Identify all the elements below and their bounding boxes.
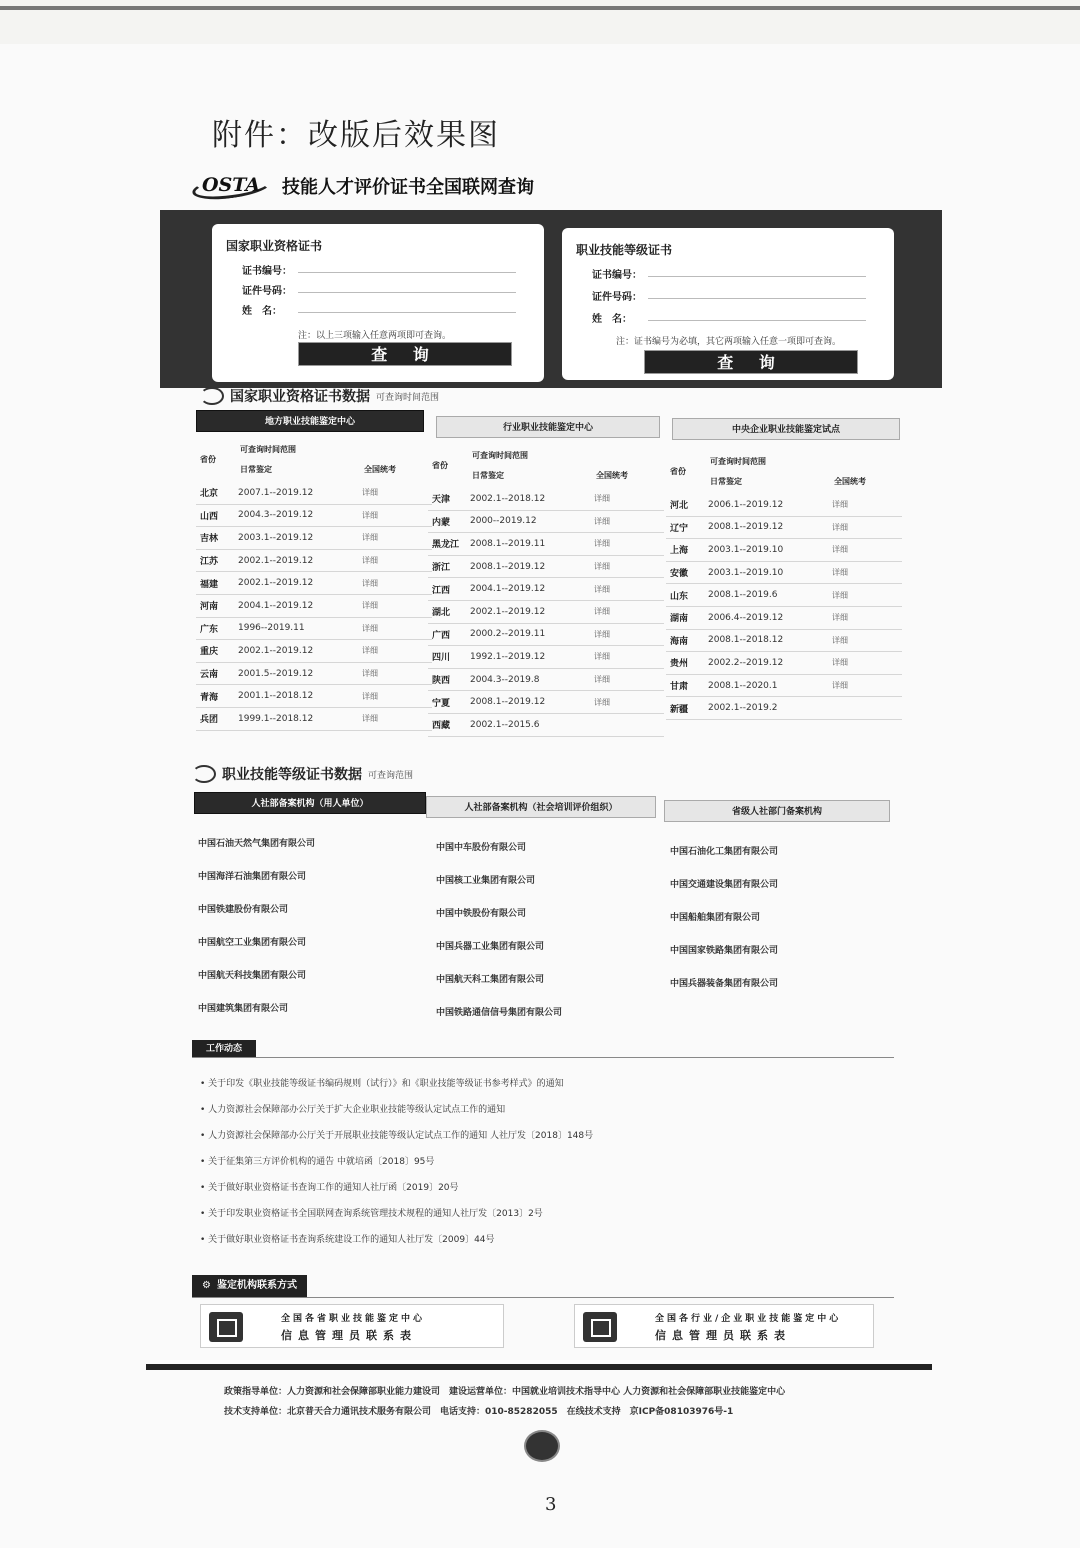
date-range: 2002.1--2018.12 — [470, 493, 546, 504]
province-name: 湖北 — [432, 608, 451, 619]
province-name: 湖南 — [670, 614, 689, 625]
province-name: 广东 — [200, 624, 219, 635]
skill-cert-number-label: 证书编号： — [592, 270, 642, 281]
list-item[interactable]: 中国航天科工集团有限公司 — [436, 975, 545, 985]
contact-label — [192, 1275, 307, 1297]
province-name: 山西 — [200, 511, 219, 522]
national-data-title: 国家职业资格证书数据 — [230, 389, 370, 405]
detail-link[interactable]: 详细 — [832, 568, 848, 578]
table-row — [666, 675, 902, 698]
table-row — [666, 517, 902, 540]
table-row — [428, 646, 664, 669]
date-range: 2007.1--2019.12 — [238, 487, 314, 498]
province-name: 甘肃 — [670, 682, 689, 693]
province-rows — [666, 494, 902, 720]
detail-link[interactable]: 详细 — [362, 623, 378, 633]
date-range: 2008.1--2019.12 — [470, 697, 546, 708]
date-range: 2000--2019.12 — [470, 516, 537, 527]
date-range: 2002.1--2019.2 — [708, 703, 778, 714]
table-row — [428, 578, 664, 601]
province-name: 河北 — [670, 501, 689, 512]
work-news-divider — [192, 1057, 894, 1058]
table-row — [428, 533, 664, 556]
contact-gear-icon: ⚙ — [202, 1280, 211, 1291]
date-range: 2004.1--2019.12 — [238, 600, 314, 611]
contact-book-icon — [209, 1312, 243, 1342]
list-item[interactable]: 中国中车股份有限公司 — [436, 843, 527, 853]
table-row — [196, 505, 432, 528]
province-table-col-2 — [428, 448, 664, 737]
province-table-header: 省份 可查询时间范围 日常鉴定 全国统考 — [670, 457, 866, 486]
attachment-title: 附件：改版后效果图 — [212, 118, 500, 153]
list-item[interactable]: 中国核工业集团有限公司 — [436, 876, 536, 886]
osta-logo-icon — [192, 172, 274, 200]
section-swoosh-icon — [200, 387, 224, 405]
table-row — [428, 691, 664, 714]
industry-contact-line1: 全国各行业/企业职业技能鉴定中心 — [655, 1314, 842, 1324]
province-name: 北京 — [200, 489, 219, 500]
detail-link[interactable]: 详细 — [594, 629, 610, 639]
detail-link[interactable]: 详细 — [594, 494, 610, 504]
national-query-button[interactable]: 查 询 — [298, 342, 512, 366]
org-list-col-2 — [436, 840, 674, 1038]
detail-link[interactable]: 详细 — [362, 691, 378, 701]
detail-link[interactable]: 详细 — [594, 539, 610, 549]
province-contact-link[interactable] — [200, 1304, 504, 1348]
news-item[interactable] — [200, 1102, 900, 1128]
detail-link[interactable]: 详细 — [362, 510, 378, 520]
skill-data-subtitle: 可查询范围 — [368, 770, 414, 781]
detail-link[interactable]: 详细 — [832, 635, 848, 645]
table-row — [196, 618, 432, 641]
province-name: 四川 — [432, 653, 451, 664]
province-name: 重庆 — [200, 647, 219, 658]
detail-link[interactable]: 详细 — [832, 590, 848, 600]
org-list-col-1 — [198, 836, 436, 1034]
detail-link[interactable]: 详细 — [362, 578, 378, 588]
province-name: 山东 — [670, 591, 689, 602]
detail-link[interactable]: 详细 — [594, 607, 610, 617]
table-row — [428, 601, 664, 624]
detail-link[interactable]: 详细 — [832, 545, 848, 555]
list-item[interactable]: 中国铁路通信信号集团有限公司 — [436, 1008, 563, 1018]
footer-bar — [146, 1364, 932, 1370]
province-name: 兵团 — [200, 715, 219, 726]
date-range: 2006.4--2019.12 — [708, 612, 784, 623]
date-range: 2008.1--2019.6 — [708, 590, 778, 601]
table-row — [666, 630, 902, 653]
list-item[interactable]: 中国海洋石油集团有限公司 — [198, 872, 307, 882]
province-name: 吉林 — [200, 534, 219, 545]
detail-link[interactable]: 详细 — [594, 584, 610, 594]
contact-divider — [192, 1297, 894, 1298]
skill-id-number-label: 证件号码： — [592, 292, 642, 303]
table-row — [666, 607, 902, 630]
list-item[interactable]: 中国国家铁路集团有限公司 — [670, 946, 779, 956]
province-name: 西藏 — [432, 721, 451, 732]
news-item-text: 关于印发职业资格证书全国联网查询系统管理技术规程的通知人社厅发〔2013〕2号 — [208, 1209, 543, 1219]
date-range: 2003.1--2019.10 — [708, 567, 784, 578]
list-item[interactable]: 中国石油化工集团有限公司 — [670, 847, 779, 857]
bullet-icon: • — [200, 1183, 209, 1193]
detail-link[interactable]: 详细 — [594, 697, 610, 707]
table-row — [196, 595, 432, 618]
id-number-input[interactable] — [298, 292, 516, 293]
table-row — [666, 494, 902, 517]
province-name: 辽宁 — [670, 523, 689, 534]
skill-query-title: 职业技能等级证书 — [576, 243, 673, 257]
detail-link[interactable]: 详细 — [362, 714, 378, 724]
national-query-title: 国家职业资格证书 — [226, 239, 323, 253]
skill-query-box — [562, 228, 894, 380]
tab-provincial-orgs[interactable]: 省级人社部门备案机构 — [664, 800, 890, 822]
table-row — [428, 511, 664, 534]
bullet-icon: • — [200, 1157, 209, 1167]
tab-central-enterprise[interactable]: 中央企业职业技能鉴定试点 — [672, 418, 900, 440]
province-name: 云南 — [200, 670, 219, 681]
detail-link[interactable]: 详细 — [362, 533, 378, 543]
detail-link[interactable]: 详细 — [832, 681, 848, 691]
province-name: 黑龙江 — [432, 540, 460, 551]
detail-link[interactable]: 详细 — [594, 675, 610, 685]
news-item[interactable] — [200, 1180, 900, 1206]
name-input[interactable] — [298, 312, 516, 313]
work-news-label: 工作动态 — [192, 1040, 256, 1058]
table-row — [428, 714, 664, 737]
cert-number-input[interactable] — [298, 272, 516, 273]
date-range: 2004.3--2019.8 — [470, 674, 540, 685]
detail-link[interactable]: 详细 — [832, 658, 848, 668]
footer-emblem-icon — [524, 1430, 560, 1462]
province-name: 贵州 — [670, 659, 689, 670]
query-band — [160, 210, 942, 388]
date-range: 2004.3--2019.12 — [238, 510, 314, 521]
skill-cert-number-input[interactable] — [648, 276, 866, 277]
province-name: 内蒙 — [432, 517, 451, 528]
site-header — [192, 172, 534, 200]
date-range: 2002.2--2019.12 — [708, 657, 784, 668]
news-item-text: 人力资源社会保障部办公厅关于扩大企业职业技能等级认定试点工作的通知 — [208, 1105, 506, 1115]
date-range: 1992.1--2019.12 — [470, 651, 546, 662]
list-item[interactable]: 中国中铁股份有限公司 — [436, 909, 527, 919]
date-range: 2001.5--2019.12 — [238, 668, 314, 679]
cert-number-label: 证书编号： — [242, 266, 292, 277]
tab-employer-orgs[interactable]: 人社部备案机构（用人单位） — [194, 792, 426, 814]
detail-link[interactable]: 详细 — [832, 500, 848, 510]
top-rule — [0, 6, 1080, 10]
date-range: 2008.1--2018.12 — [708, 635, 784, 646]
tab-training-orgs[interactable]: 人社部备案机构（社会培训评价组织） — [426, 796, 656, 818]
contact-folder-icon — [583, 1312, 617, 1342]
section-swoosh-icon — [192, 765, 216, 783]
footer-line-2: 技术支持单位：北京普天合力通讯技术服务有限公司 电话支持：010-85282055 在线技术支持 京ICP备08103976号-1 — [224, 1407, 734, 1417]
province-name: 海南 — [670, 636, 689, 647]
tab-local-centers[interactable]: 地方职业技能鉴定中心 — [196, 410, 424, 432]
list-item[interactable]: 中国船舶集团有限公司 — [670, 913, 761, 923]
date-range: 2004.1--2019.12 — [470, 584, 546, 595]
news-item-text: 人力资源社会保障部办公厅关于开展职业技能等级认定试点工作的通知 人社厅发〔2018〕148号 — [208, 1131, 594, 1141]
date-range: 2002.1--2015.6 — [470, 719, 540, 730]
table-row — [196, 572, 432, 595]
bullet-icon: • — [200, 1079, 209, 1089]
date-range: 2008.1--2019.12 — [470, 561, 546, 572]
date-range: 2008.1--2019.11 — [470, 538, 546, 549]
name-label: 姓 名： — [242, 306, 282, 317]
table-row — [196, 663, 432, 686]
id-number-label: 证件号码： — [242, 286, 292, 297]
province-table-col-1 — [196, 442, 432, 731]
province-name: 浙江 — [432, 563, 451, 574]
bullet-icon: • — [200, 1209, 209, 1219]
date-range: 2002.1--2019.12 — [238, 555, 314, 566]
province-name: 福建 — [200, 579, 219, 590]
news-item[interactable] — [200, 1206, 900, 1232]
province-name: 新疆 — [670, 704, 689, 715]
skill-data-heading — [192, 764, 413, 784]
detail-link[interactable]: 详细 — [362, 646, 378, 656]
list-item[interactable]: 中国航空工业集团有限公司 — [198, 938, 307, 948]
list-item[interactable]: 中国铁建股份有限公司 — [198, 905, 289, 915]
date-range: 2006.1--2019.12 — [708, 499, 784, 510]
bullet-icon: • — [200, 1105, 209, 1115]
table-row — [666, 562, 902, 585]
list-item[interactable]: 中国航天科技集团有限公司 — [198, 971, 307, 981]
table-row — [196, 685, 432, 708]
table-row — [666, 584, 902, 607]
province-table-header: 省份 可查询时间范围 日常鉴定 全国统考 — [200, 445, 396, 474]
skill-id-number-input[interactable] — [648, 298, 866, 299]
osta-logo-text: OSTA — [202, 174, 261, 196]
date-range: 2002.1--2019.12 — [238, 578, 314, 589]
skill-data-title: 职业技能等级证书数据 — [222, 767, 362, 783]
province-name: 上海 — [670, 546, 689, 557]
province-name: 宁夏 — [432, 698, 451, 709]
skill-name-label: 姓 名： — [592, 314, 632, 325]
province-name: 安徽 — [670, 569, 689, 580]
bullet-icon: • — [200, 1235, 209, 1245]
table-row — [666, 539, 902, 562]
list-item[interactable]: 中国兵器工业集团有限公司 — [436, 942, 545, 952]
detail-link[interactable]: 详细 — [594, 652, 610, 662]
detail-link[interactable]: 详细 — [594, 516, 610, 526]
table-row — [196, 708, 432, 731]
skill-name-input[interactable] — [648, 320, 866, 321]
news-item[interactable] — [200, 1154, 900, 1180]
work-news-list — [200, 1076, 900, 1258]
table-row — [666, 697, 902, 720]
bullet-icon: • — [200, 1131, 209, 1141]
national-data-subtitle: 可查询时间范围 — [376, 392, 440, 403]
province-name: 江西 — [432, 585, 451, 596]
detail-link[interactable]: 详细 — [362, 488, 378, 498]
skill-query-note: 注：证书编号为必填，其它两项输入任意一项即可查询。 — [616, 337, 842, 347]
date-range: 2008.1--2019.12 — [708, 522, 784, 533]
news-item[interactable] — [200, 1076, 900, 1102]
date-range: 2008.1--2020.1 — [708, 680, 778, 691]
table-row — [428, 488, 664, 511]
national-query-note: 注：以上三项输入任意两项即可查询。 — [298, 331, 452, 341]
province-name: 天津 — [432, 495, 451, 506]
province-table-col-3 — [666, 454, 902, 720]
date-range: 2002.1--2019.12 — [470, 606, 546, 617]
org-list-col-3 — [670, 844, 908, 1009]
date-range: 2002.1--2019.12 — [238, 645, 314, 656]
site-title: 技能人才评价证书全国联网查询 — [282, 177, 534, 198]
date-range: 1999.1--2018.12 — [238, 713, 314, 724]
contact-label-text: 鉴定机构联系方式 — [216, 1280, 297, 1291]
tab-industry-centers[interactable]: 行业职业技能鉴定中心 — [436, 416, 660, 438]
table-row — [196, 640, 432, 663]
national-query-box — [212, 224, 544, 382]
detail-link[interactable]: 详细 — [832, 613, 848, 623]
industry-contact-line2: 信息管理员联系表 — [655, 1329, 791, 1342]
date-range: 2003.1--2019.12 — [238, 532, 314, 543]
province-contact-line1: 全国各省职业技能鉴定中心 — [281, 1314, 426, 1324]
province-name: 陕西 — [432, 676, 451, 687]
table-row — [428, 556, 664, 579]
table-row — [196, 482, 432, 505]
industry-contact-link[interactable] — [574, 1304, 874, 1348]
website-mockup — [160, 210, 942, 1490]
list-item[interactable]: 中国建筑集团有限公司 — [198, 1004, 289, 1014]
national-data-heading — [200, 386, 439, 406]
news-item[interactable] — [200, 1232, 900, 1258]
date-range: 2003.1--2019.10 — [708, 544, 784, 555]
detail-link[interactable]: 详细 — [594, 562, 610, 572]
page-number: 3 — [545, 1494, 557, 1515]
skill-query-button[interactable]: 查 询 — [644, 350, 858, 374]
detail-link[interactable]: 详细 — [832, 522, 848, 532]
date-range: 2001.1--2018.12 — [238, 691, 314, 702]
province-rows — [428, 488, 664, 737]
province-name: 江苏 — [200, 557, 219, 568]
table-row — [428, 669, 664, 692]
date-range: 2000.2--2019.11 — [470, 629, 546, 640]
province-table-header: 省份 可查询时间范围 日常鉴定 全国统考 — [432, 451, 628, 480]
table-row — [428, 624, 664, 647]
list-item[interactable]: 中国兵器装备集团有限公司 — [670, 979, 779, 989]
news-item-text: 关于做好职业资格证书查询工作的通知人社厅函〔2019〕20号 — [208, 1183, 459, 1193]
table-row — [196, 527, 432, 550]
detail-link[interactable]: 详细 — [362, 669, 378, 679]
news-item-text: 关于征集第三方评价机构的通告 中就培函〔2018〕95号 — [208, 1157, 435, 1167]
list-item[interactable]: 中国交通建设集团有限公司 — [670, 880, 779, 890]
news-item-text: 关于做好职业资格证书查询系统建设工作的通知人社厅发〔2009〕44号 — [208, 1235, 495, 1245]
province-contact-line2: 信息管理员联系表 — [281, 1329, 417, 1342]
news-item-text: 关于印发《职业技能等级证书编码规则（试行）》和《职业技能等级证书参考样式》的通知 — [208, 1079, 564, 1089]
news-item[interactable] — [200, 1128, 900, 1154]
table-row — [196, 550, 432, 573]
province-rows — [196, 482, 432, 731]
date-range: 1996--2019.11 — [238, 623, 305, 634]
list-item[interactable]: 中国石油天然气集团有限公司 — [198, 839, 316, 849]
province-name: 河南 — [200, 602, 219, 613]
footer-line-1: 政策指导单位：人力资源和社会保障部职业能力建设司 建设运营单位：中国就业培训技术指导中心 人力资源和社会保障部职业技能鉴定中心 — [224, 1387, 786, 1397]
province-name: 青海 — [200, 692, 219, 703]
detail-link[interactable]: 详细 — [362, 556, 378, 566]
table-row — [666, 652, 902, 675]
detail-link[interactable]: 详细 — [362, 601, 378, 611]
province-name: 广西 — [432, 630, 451, 641]
